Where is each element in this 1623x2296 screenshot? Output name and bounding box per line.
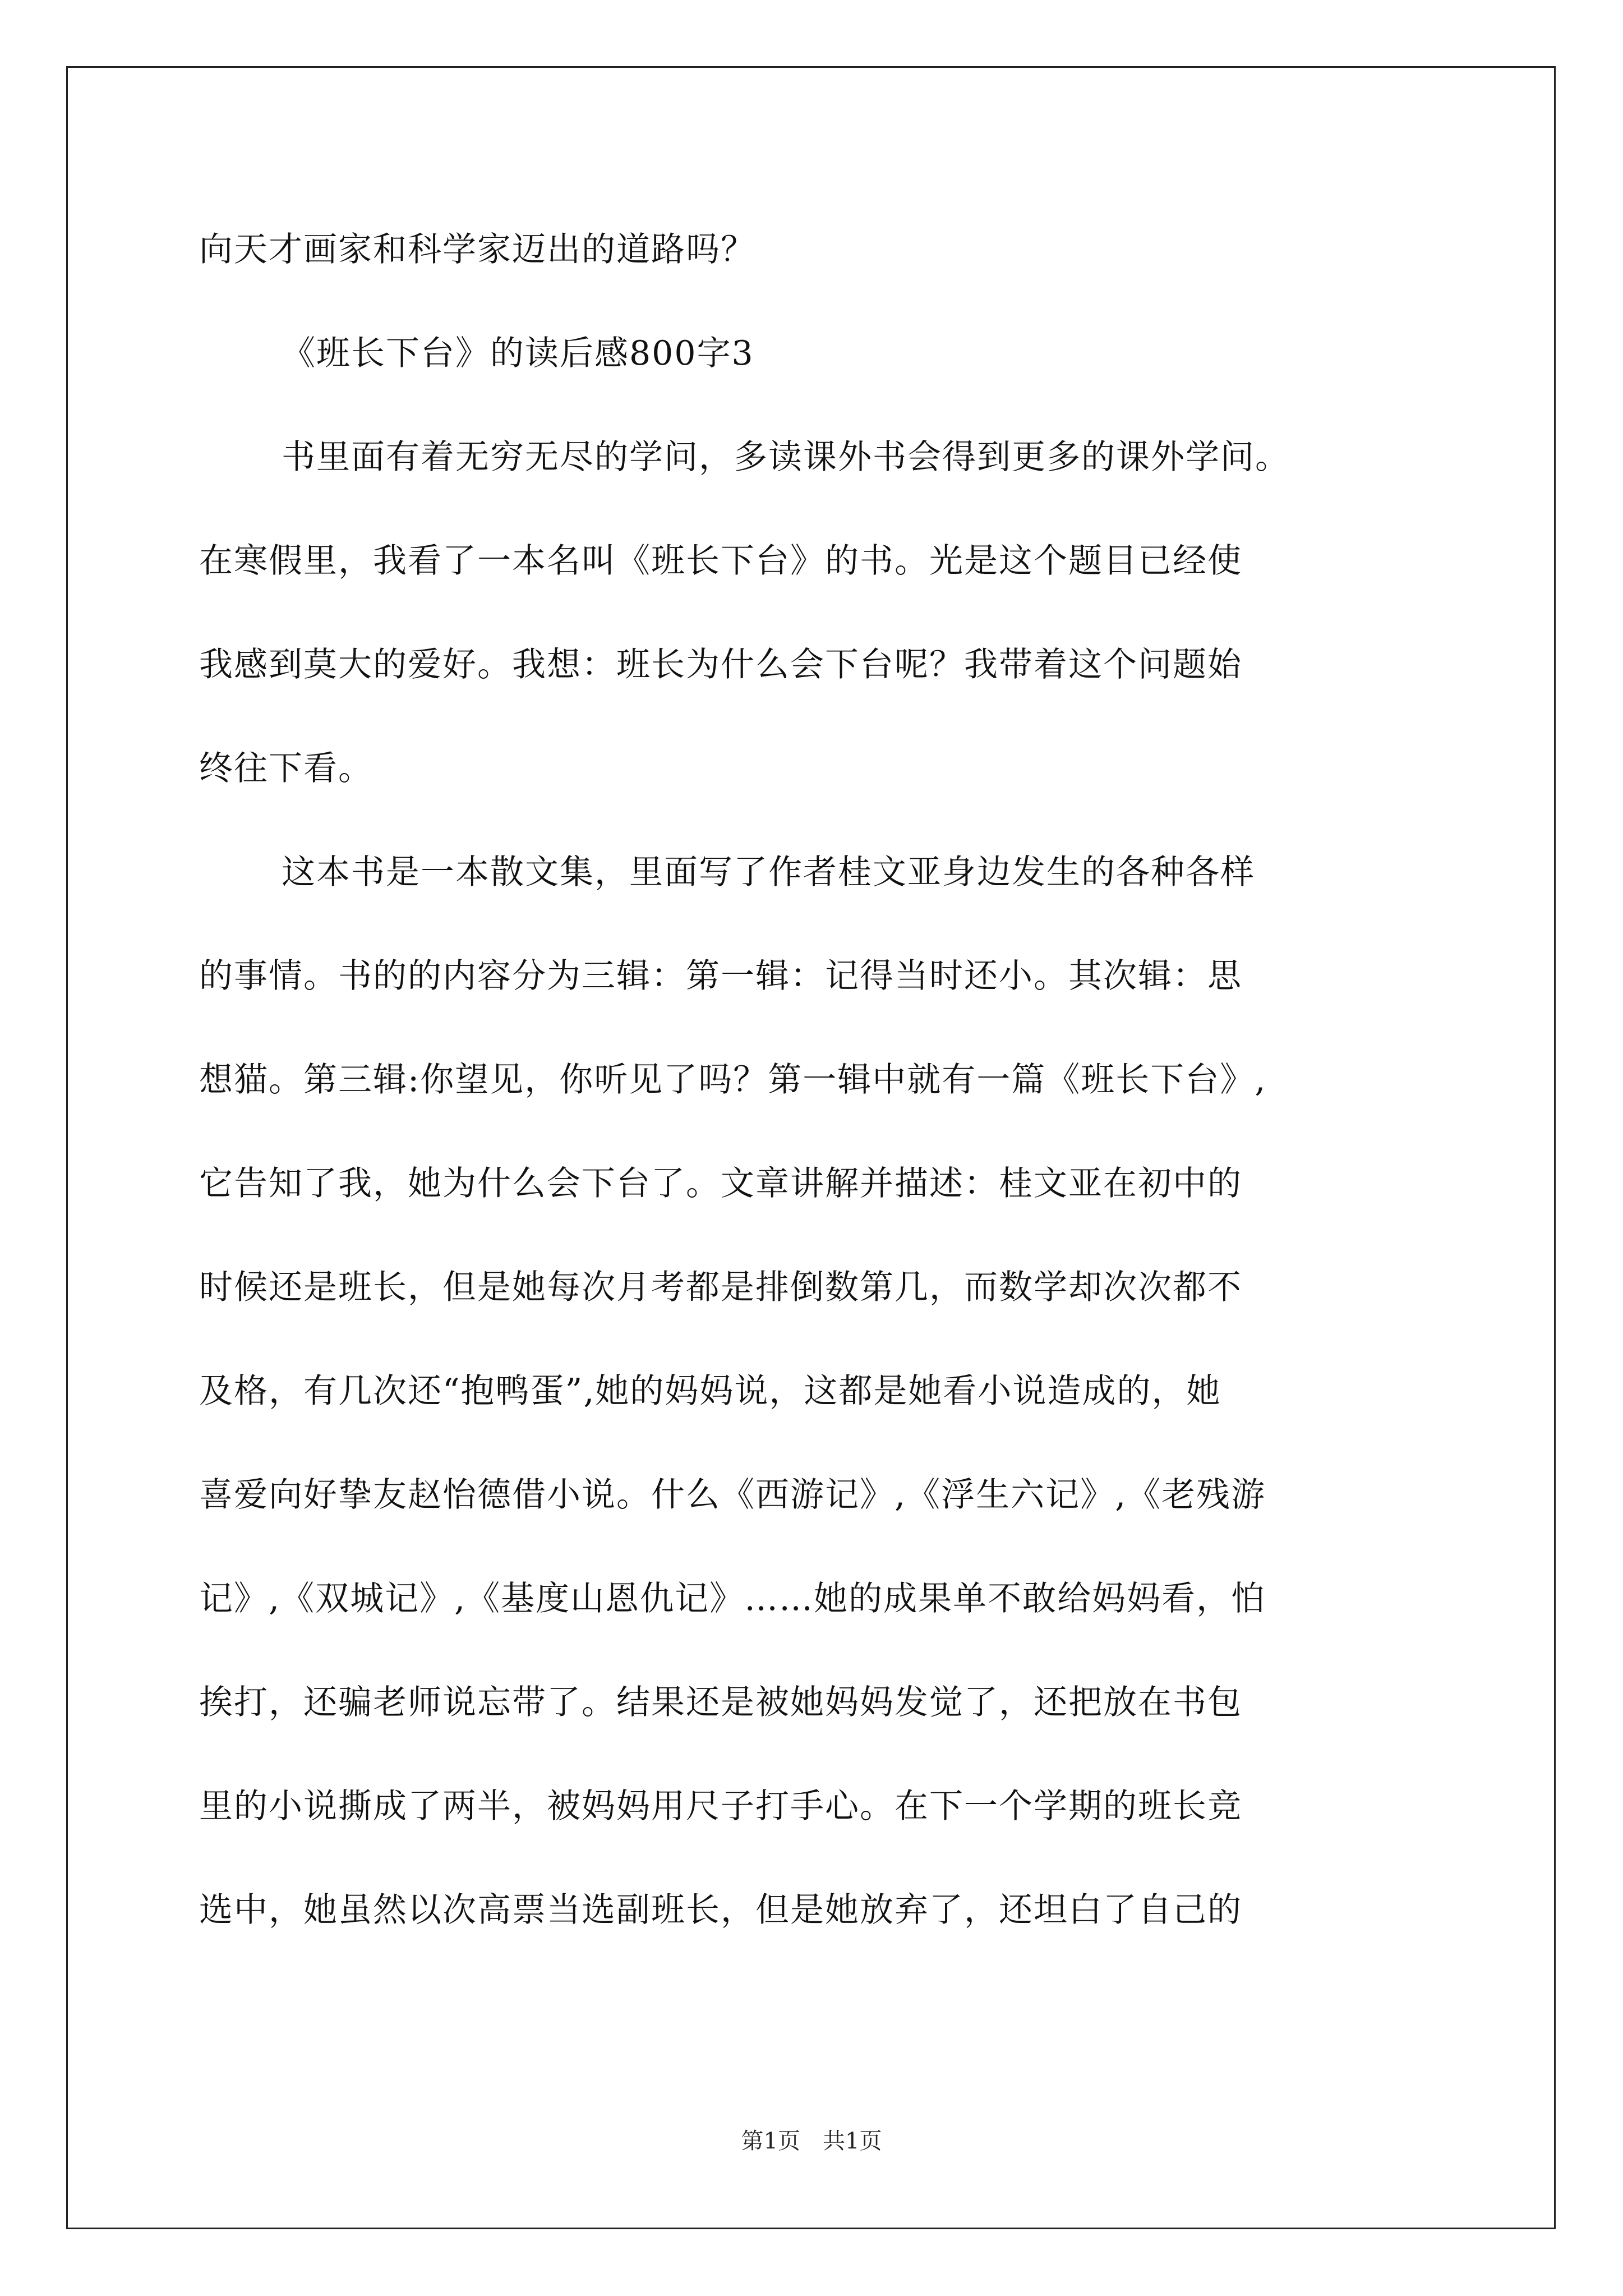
text-line: 选中，她虽然以次高票当选副班长，但是她放弃了，还坦白了自己的 [199, 1890, 1242, 1930]
text-line: 书里面有着无穷无尽的学问，多读课外书会得到更多的课外学问。 [282, 438, 1290, 477]
text-line: 及格，有几次还“抱鸭蛋”,她的妈妈说，这都是她看小说造成的，她 [199, 1372, 1221, 1411]
text-line: 的事情。书的的内容分为三辑：第一辑：记得当时还小。其次辑：思 [199, 956, 1242, 996]
text-line: 这本书是一本散文集，里面写了作者桂文亚身边发生的各种各样 [282, 853, 1255, 892]
text-line: 时候还是班长，但是她每次月考都是排倒数第几，而数学却次次都不 [199, 1268, 1242, 1307]
text-line: 挨打，还骗老师说忘带了。结果还是被她妈妈发觉了，还把放在书包 [199, 1683, 1242, 1722]
text-line: 它告知了我，她为什么会下台了。文章讲解并描述：桂文亚在初中的 [199, 1164, 1242, 1203]
text-line: 在寒假里，我看了一本名叫《班长下台》的书。光是这个题目已经使 [199, 541, 1242, 581]
essay-title: 《班长下台》的读后感800字3 [282, 334, 754, 373]
text-line: 终往下看。 [199, 749, 373, 788]
text-line: 向天才画家和科学家迈出的道路吗？ [199, 230, 755, 269]
text-line: 里的小说撕成了两半，被妈妈用尺子打手心。在下一个学期的班长竞 [199, 1787, 1242, 1826]
page-footer: 第1页 共1页 [741, 2128, 882, 2154]
text-line: 想猫。第三辑:你望见，你听见了吗？第一辑中就有一篇《班长下台》, [199, 1060, 1267, 1099]
text-line: 喜爱向好挚友赵怡德借小说。什么《西游记》,《浮生六记》,《老残游 [199, 1475, 1266, 1515]
text-line: 记》,《双城记》,《基度山恩仇记》……她的成果单不敢给妈妈看，怕 [199, 1579, 1266, 1618]
text-line: 我感到莫大的爱好。我想：班长为什么会下台呢？我带着这个问题始 [199, 645, 1242, 684]
